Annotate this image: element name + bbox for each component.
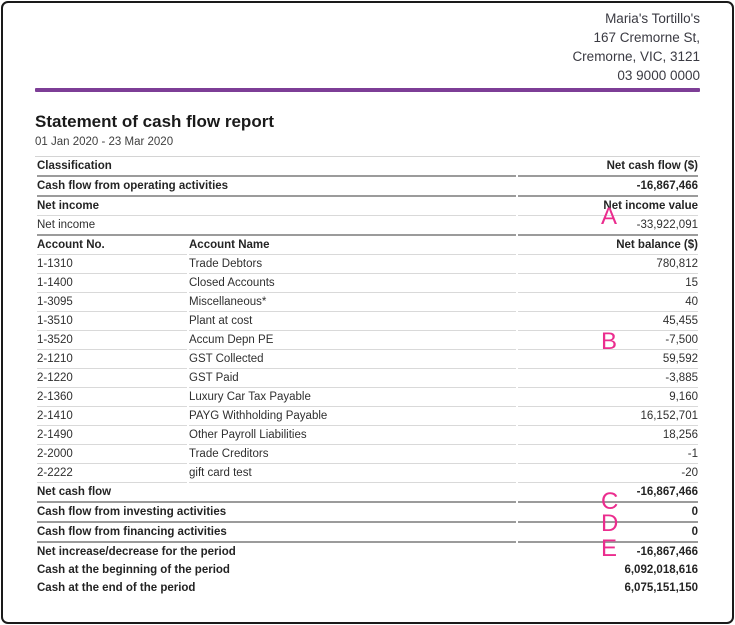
account-name: Plant at cost [189,312,516,331]
business-city: Cremorne, VIC, 3121 [572,49,700,64]
account-name: GST Collected [189,350,516,369]
cash-end-label: Cash at the end of the period [37,582,196,594]
account-balance: -3,885 [518,369,698,388]
table-row [37,369,698,388]
financing-activities-row [37,523,698,543]
account-balance: 16,152,701 [518,407,698,426]
table-row [37,293,698,312]
operating-activities-value: -16,867,466 [518,177,698,197]
net-cash-flow-value: -16,867,466 [518,483,698,503]
operating-activities-label: Cash flow from operating activities [37,177,516,197]
cash-end-row [37,579,698,597]
investing-activities-value: 0 [518,503,698,523]
classification-header: Classification [37,157,516,177]
table-row [37,274,698,293]
account-balance: -1 [518,445,698,464]
cash-beginning-label: Cash at the beginning of the period [37,564,230,576]
net-income-header-row [37,197,698,216]
cash-end-value: 6,075,151,150 [624,582,698,594]
account-balance: 59,592 [518,350,698,369]
account-no: 1-3510 [37,312,187,331]
account-balance: -20 [518,464,698,483]
account-name: Trade Debtors [189,255,516,274]
net-increase-label: Net increase/decrease for the period [37,546,236,558]
table-row [37,255,698,274]
net-income-value: -33,922,091 [518,216,698,236]
account-name-header: Account Name [189,236,516,255]
account-no: 2-1220 [37,369,187,388]
account-no: 1-1400 [37,274,187,293]
table-row [37,464,698,483]
account-balance: 780,812 [518,255,698,274]
net-income-row [37,216,698,236]
table-row [37,407,698,426]
net-balance-header: Net balance ($) [518,236,698,255]
account-no: 1-1310 [37,255,187,274]
net-income-label: Net income [37,216,516,236]
annotation-marker-e: E [601,535,618,562]
table-row [37,445,698,464]
net-cash-flow-row [37,483,698,503]
account-balance: 9,160 [518,388,698,407]
letterhead [35,9,700,85]
account-no: 2-1210 [37,350,187,369]
investing-activities-label: Cash flow from investing activities [37,503,516,523]
report-date-range: 01 Jan 2020 - 23 Mar 2020 [35,136,174,148]
investing-activities-row [37,503,698,523]
account-no: 2-2000 [37,445,187,464]
cash-beginning-row [37,561,698,579]
header-divider [35,88,700,92]
table-row [37,350,698,369]
account-name: GST Paid [189,369,516,388]
annotation-marker-d: D [601,510,619,537]
business-name: Maria's Tortillo's [605,11,700,26]
account-name: Miscellaneous* [189,293,516,312]
annotation-marker-c: C [601,488,619,515]
cash-beginning-value: 6,092,018,616 [624,564,698,576]
financing-activities-value: 0 [518,523,698,543]
annotation-marker-b: B [601,328,618,355]
account-balance: 45,455 [518,312,698,331]
net-increase-row [37,543,698,561]
net-income-value-header: Net income value [518,197,698,216]
account-balance: -7,500 [518,331,698,350]
net-income-header-label: Net income [37,197,516,216]
account-name: Accum Depn PE [189,331,516,350]
accounts-header-row [37,236,698,255]
table-row [37,388,698,407]
account-no: 2-2222 [37,464,187,483]
account-no: 1-3520 [37,331,187,350]
account-balance: 18,256 [518,426,698,445]
account-name: Luxury Car Tax Payable [189,388,516,407]
table-row [37,331,698,350]
table-row [37,426,698,445]
account-no-header: Account No. [37,236,187,255]
business-street: 167 Cremorne St, [593,30,700,45]
account-name: Closed Accounts [189,274,516,293]
business-phone: 03 9000 0000 [617,68,700,83]
net-cash-flow-label: Net cash flow [37,483,516,503]
account-name: PAYG Withholding Payable [189,407,516,426]
account-name: gift card test [189,464,516,483]
operating-activities-row [37,177,698,197]
table-row [37,312,698,331]
net-cash-flow-header: Net cash flow ($) [518,157,698,177]
account-name: Other Payroll Liabilities [189,426,516,445]
account-balance: 40 [518,293,698,312]
table-header-row [37,157,698,177]
financing-activities-label: Cash flow from financing activities [37,523,516,543]
account-no: 2-1410 [37,407,187,426]
annotation-marker-a: A [601,203,618,230]
page-title: Statement of cash flow report [35,112,274,131]
account-no: 1-3095 [37,293,187,312]
account-balance: 15 [518,274,698,293]
account-name: Trade Creditors [189,445,516,464]
account-no: 2-1360 [37,388,187,407]
net-increase-value: -16,867,466 [636,546,698,558]
account-no: 2-1490 [37,426,187,445]
